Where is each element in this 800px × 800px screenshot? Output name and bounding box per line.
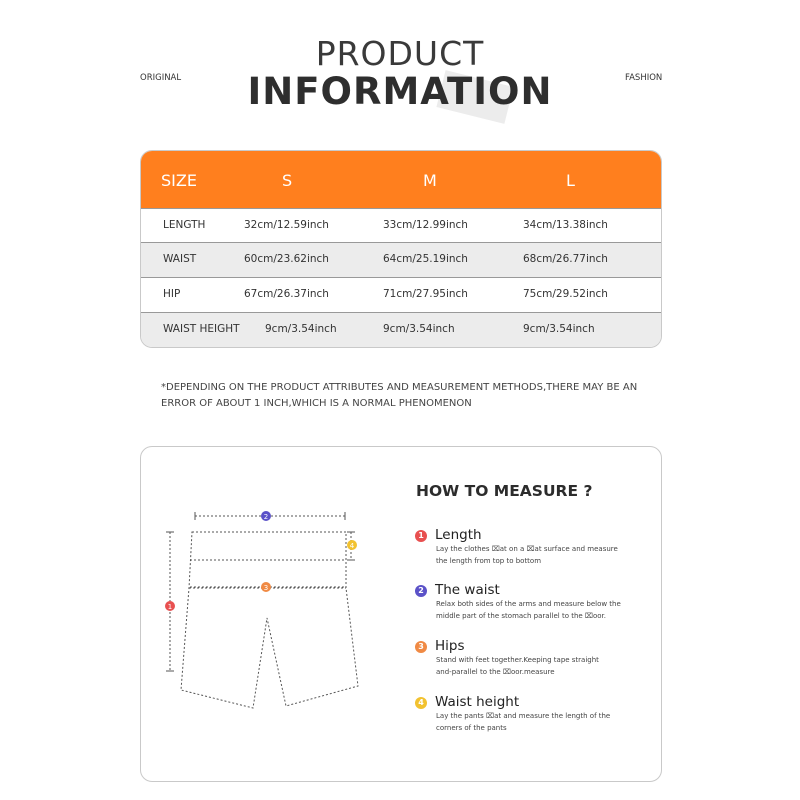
step-4-title: Waist height [435,694,520,710]
header-s: S [282,171,293,190]
step-1-desc-line2: the length from top to bottom [436,557,542,565]
step-1-badge: 1 [415,530,427,542]
step-1-desc-line1: Lay the clothes ⌧at on a ⌧at surface and measure [436,545,618,553]
cell-l: 68cm/26.77inch [523,253,608,265]
how-to-measure-title: HOW TO MEASURE ? [416,482,593,500]
table-row [141,242,661,277]
svg-text:4: 4 [349,542,355,550]
table-row [141,208,661,243]
svg-text:1: 1 [167,603,173,611]
page-title-line1: PRODUCT [315,34,485,73]
step-4-badge: 4 [415,697,427,709]
row-label: WAIST HEIGHT [163,323,240,335]
row-label: HIP [163,288,181,300]
cell-s: 60cm/23.62inch [244,253,329,265]
step-3-desc-line1: Stand with feet together.Keeping tape straight [436,656,599,664]
step-2-desc-line2: middle part of the stomach parallel to the ⌧oor. [436,612,607,620]
cell-m: 71cm/27.95inch [383,288,468,300]
step-2-title: The waist [435,582,500,598]
row-label: WAIST [163,253,197,265]
original-label: ORIGINAL [140,73,182,83]
step-3-description [436,654,636,678]
cell-s: 9cm/3.54inch [265,323,337,335]
marker-waist [261,511,271,521]
cell-l: 34cm/13.38inch [523,219,608,231]
cell-l: 9cm/3.54inch [523,323,595,335]
step-2-desc-line1: Relax both sides of the arms and measure below the [436,600,621,608]
header-m: M [423,171,437,190]
marker-hip [261,582,271,592]
size-table [140,150,662,348]
step-2-description [436,598,636,622]
cell-l: 75cm/29.52inch [523,288,608,300]
shorts-diagram [140,446,400,780]
step-2-badge: 2 [415,585,427,597]
note-line2: ERROR OF ABOUT 1 INCH,WHICH IS A NORMAL PHENOMENON [161,398,472,409]
step-4-desc-line2: corners of the pants [436,724,507,732]
row-label: LENGTH [163,219,206,231]
header-size: SIZE [161,171,197,190]
step-1-description [436,543,636,567]
step-3-desc-line2: and-parallel to the ⌧oor.measure [436,668,555,676]
step-3-badge: 3 [415,641,427,653]
cell-m: 33cm/12.99inch [383,219,468,231]
marker-waist-height [347,540,357,550]
table-row [141,277,661,312]
marker-length [165,601,175,611]
svg-text:3: 3 [263,584,269,592]
header-l: L [566,171,575,190]
fashion-label: FASHION [625,73,663,83]
step-3-title: Hips [435,638,465,654]
size-table-header [141,151,661,208]
cell-s: 32cm/12.59inch [244,219,329,231]
shorts-outline [181,532,358,708]
svg-text:2: 2 [263,513,269,521]
cell-m: 9cm/3.54inch [383,323,455,335]
measurement-note [161,380,681,412]
cell-s: 67cm/26.37inch [244,288,329,300]
step-1-title: Length [435,527,482,543]
note-line1: *DEPENDING ON THE PRODUCT ATTRIBUTES AND MEASUREMENT METHODS,THERE MAY BE AN [161,382,638,393]
page-title-line2: INFORMATION [247,70,553,113]
table-row [141,312,661,348]
step-4-desc-line1: Lay the pants ⌧at and measure the length of the [436,712,611,720]
step-4-description [436,710,636,734]
cell-m: 64cm/25.19inch [383,253,468,265]
